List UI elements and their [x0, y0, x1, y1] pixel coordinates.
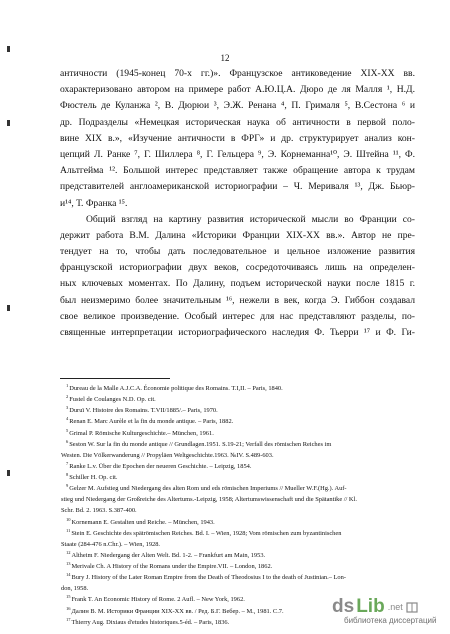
footnotes — [60, 382, 415, 627]
watermark-brand-ds: ds — [332, 596, 355, 617]
footnote-number: 2 — [66, 394, 69, 400]
body-line: античности (1945-конец 70-х гг.)». Французское антиковедение XIX-XX вв. — [60, 68, 415, 79]
footnote — [60, 527, 415, 538]
footnote — [60, 460, 415, 471]
footnote — [60, 415, 415, 426]
footnote — [60, 538, 415, 549]
footnote-number: 10 — [66, 516, 71, 522]
footnote-text: Dureau de la Malle A.J.C.A. Économie politique des Romains. T.I,II. – Paris, 1840. — [69, 385, 283, 393]
footnote-text: Stein E. Geschichte des spätrömischen Reiches. Bd. I. – Wien, 1928; Vom römischen zum byzantinischen — [71, 529, 342, 537]
footnote-text: Ranke L.v. Über die Epochen der neueren Geschichte. – Leipzig, 1854. — [69, 463, 252, 470]
footnote-number: 17 — [66, 616, 71, 622]
footnote-number: 13 — [66, 561, 71, 566]
footnote-number: 11 — [66, 527, 71, 533]
footnote — [60, 560, 415, 571]
book-icon — [405, 600, 419, 614]
footnote-number: 3 — [66, 405, 69, 411]
margin-mark — [7, 120, 10, 126]
footnote-number: 16 — [66, 605, 71, 611]
body-line: Фюстель де Куланжа ², В. Дюрюи ³, Э.Ж. Ренана ⁴, П. Грималя ⁵, В.Сестона ⁶ и — [60, 100, 415, 112]
footnote-number: 12 — [66, 549, 71, 555]
body-line: свое великое произведение. Особый интерес для нас представляют разделы, по- — [60, 310, 415, 322]
footnote-text: Bury J. History of the Later Roman Empire from the Death of Theodosius I to the death of Justinian.– Lon- — [71, 574, 346, 582]
body-line: ных ключевых моментах. По Далину, подъем исторической науки после 1815 г. — [60, 278, 415, 290]
footnote-text: Kornemann E. Gestalten und Reiche. – München, 1943. — [71, 518, 215, 526]
footnote-number: 6 — [66, 438, 69, 444]
watermark-brand-lib: Lib — [356, 596, 385, 617]
footnote-text: Westen. Die Völkerwanderung // Propyläen Weltgeschichte.1963. №IV. S.489-603. — [61, 451, 274, 459]
body-text — [60, 66, 415, 341]
footnote-rule — [60, 378, 170, 379]
body-line: др. Подразделы «Немецкая историческая наука об античности в первой поло- — [60, 116, 415, 128]
footnote — [60, 427, 415, 438]
footnote — [60, 571, 415, 582]
body-line: представителей англоамериканской историографии – Ч. Мериваля ¹³, Дж. Бьюр- — [60, 181, 415, 193]
footnote — [60, 449, 415, 460]
footnote-text: Seston W. Sur la fin du monde antique // Grundlagen.1951. S.19-21; Verfall des römischen Reiches im — [69, 440, 332, 448]
footnote — [60, 493, 415, 504]
body-line: охарактеризовано автором на примере работ А.Ю.Ц.А. Дюро де ля Малля ¹, Н.Д. — [60, 84, 415, 96]
footnote-text: Thierry Aug. Dixiaus d'etudes historiques.5-éd. – Paris, 1836. — [71, 618, 230, 626]
watermark-logo — [332, 596, 444, 618]
footnote-text: Frank T. An Economic History of Rome. 2 Aufl. – New York, 1962. — [71, 596, 245, 604]
footnote-text: stieg und Niedergang der Großreiche des Altertums.-Leipzig, 1958; Altertumswissenschaft und die Spätantike // Kl. — [61, 496, 357, 504]
body-line: Общий взгляд на картину развития исторической мысли во Франции со- — [86, 213, 415, 225]
body-line: был неизмеримо более значительным ¹⁶, нежели в век, когда Э. Гиббон создавал — [60, 294, 415, 306]
body-line: и¹⁴, Т. Франка ¹⁵. — [60, 197, 128, 209]
footnote — [60, 516, 415, 527]
footnote-number: 15 — [66, 594, 71, 600]
footnote-text: Renan E. Marc Aurèle et la fin du monde antique. – Paris, 1882. — [69, 418, 234, 426]
footnote — [60, 504, 415, 515]
footnote-number: 5 — [66, 427, 69, 433]
body-line: тендует на то, чтобы дать последовательное и цельное изложение развития — [60, 246, 415, 258]
footnote-text: Duruï V. Histoire des Romains. T.VII/1885/.– Paris, 1970. — [69, 407, 218, 415]
footnote-number: 8 — [66, 472, 69, 477]
footnote-text: Gelzer M. Aufstieg und Niedergang des alten Rom und eds römischen Imperiums // Mueller W.F.(Hg.). Auf- — [69, 485, 347, 493]
footnote-text: Altheim F. Niedergang der Alten Welt. Bd. 1-2. – Frankfurt am Main, 1953. — [71, 552, 266, 559]
footnote — [60, 582, 415, 593]
footnote-number: 14 — [66, 572, 71, 578]
footnote-text: Fustel de Coulanges N.D. Op. cit. — [69, 396, 156, 404]
footnote-text: Schr. Bd. 2. 1963. S.387-400. — [61, 507, 137, 515]
page-number: 12 — [220, 53, 230, 63]
footnote-number: 7 — [66, 460, 69, 466]
margin-mark — [7, 305, 10, 311]
footnote — [60, 438, 415, 449]
footnote-text: Grimal P. Römische Kulturgeschichte.– München, 1961. — [69, 429, 214, 437]
body-line: вине XIX в.», «Изучение античности в ФРГ» и др. структурирует анализ кон- — [60, 132, 415, 144]
footnote-number: 1 — [66, 383, 69, 388]
watermark-subtitle: библиотека диссертаций — [344, 616, 437, 625]
footnote-text: Schiller H. Op. cit. — [69, 474, 118, 482]
footnote — [60, 471, 415, 482]
footnote-number: 9 — [66, 483, 69, 489]
footnote — [60, 382, 415, 393]
margin-mark — [7, 46, 10, 52]
footnote-text: don, 1958. — [61, 585, 89, 593]
footnote — [60, 404, 415, 415]
body-line: французской историографии двух веков, сосредоточиваясь лишь на определен- — [60, 262, 415, 274]
watermark — [332, 596, 444, 630]
footnote — [60, 549, 415, 560]
footnote — [60, 393, 415, 404]
body-line: держит работа В.М. Далина «Историки Франции XIX-XX вв.». Автор не пре- — [60, 229, 415, 241]
footnote-number: 4 — [66, 416, 69, 422]
footnote-text: Далин В. М. Историки Франции XIX-XX вв. / Ред. Б.Г. Вебер. – М., 1981. С.7. — [71, 607, 284, 615]
body-line: священные интерпретации историографического наследия Ф. Тьерри ¹⁷ и Ф. Ги- — [60, 327, 415, 338]
body-line: Альтгейма ¹². Большой интерес представляет также обращение автора к трудам — [60, 165, 415, 177]
watermark-brand-suffix: .net — [387, 602, 403, 612]
body-line: цепций Л. Ранке ⁷, Г. Шиллера ⁸, Г. Гельцера ⁹, Э. Корнеманна¹⁰, Э. Штейна ¹¹, Ф. — [60, 148, 415, 160]
footnote-text: Merivale Ch. A History of the Romans under the Empire.VII. – London, 1862. — [71, 563, 273, 571]
footnote — [60, 482, 415, 493]
margin-mark — [7, 470, 10, 476]
footnote-text: Staate (284-476 n.Chr.). – Wien, 1928. — [61, 540, 161, 548]
